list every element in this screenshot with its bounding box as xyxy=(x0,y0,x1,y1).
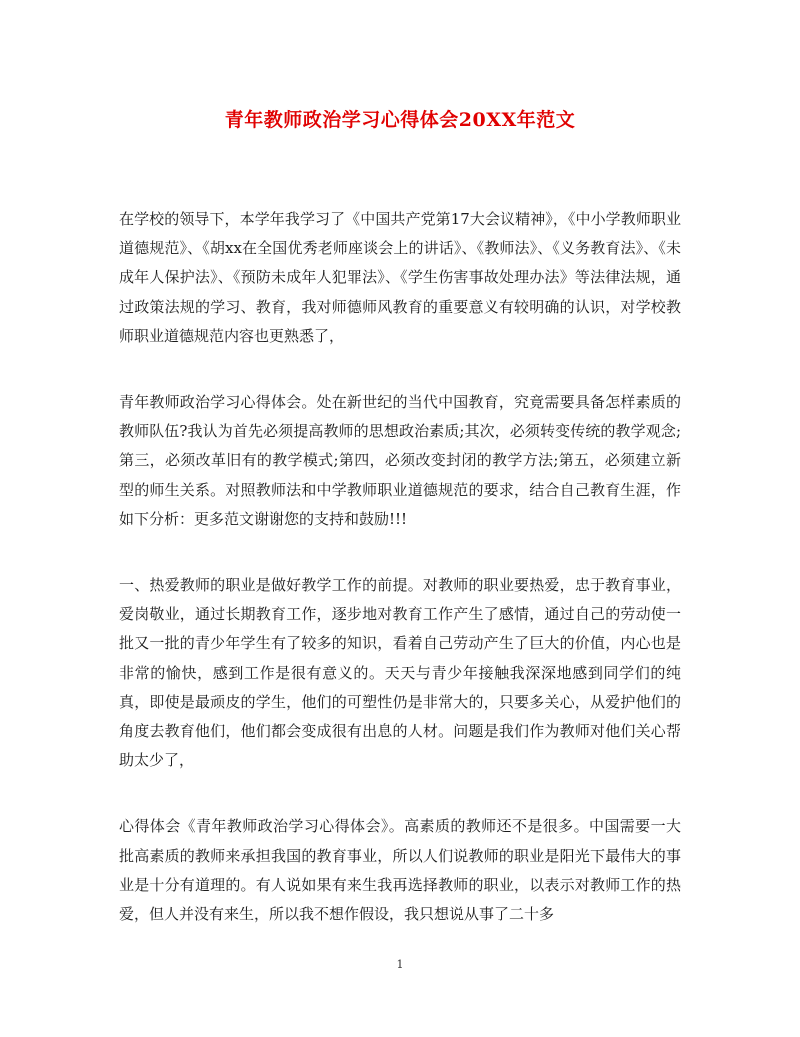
document-body xyxy=(119,205,681,966)
paragraph-3: 一、热爱教师的职业是做好教学工作的前提。对教师的职业要热爱，忠于教育事业，爱岗敬业，通过长期教育工作，逐步地对教育工作产生了感情，通过自己的劳动使一批又一批的青少年学生有了较多的知识，看着自己劳动产生了巨大的价值，内心也是非常的愉快，感到工作是很有意义的。天天与青少年接触我深深地感到同学们的纯真，即使是最顽皮的学生，他们的可塑性仍是非常大的，只要多关心，从爱护他们的角度去教育他们，他们都会变成很有出息的人材。问题是我们作为教师对他们关心帮助太少了， xyxy=(119,576,681,770)
paragraph-2: 青年教师政治学习心得体会。处在新世纪的当代中国教育，究竟需要具备怎样素质的教师队伍?我认为首先必须提高教师的思想政治素质;其次，必须转变传统的教学观念;第三，必须改革旧有的教学模式;第四，必须改变封闭的教学方法;第五，必须建立新型的师生关系。对照教师法和中学教师职业道德规范的要求，结合自己教育生涯，作如下分析：更多范文谢谢您的支持和鼓励!!! xyxy=(119,393,681,528)
document-title: 青年教师政治学习心得体会20XX年范文 xyxy=(224,109,576,131)
paragraph-1: 在学校的领导下，本学年我学习了《中国共产党第17大会议精神》，《中小学教师职业道德规范》、《胡xx在全国优秀老师座谈会上的讲话》、《教师法》、《义务教育法》、《未成年人保护法》、《预防未成年人犯罪法》、《学生伤害事故处理办法》等法律法规，通过政策法规的学习、教育，我对师德师风教育的重要意义有较明确的认识，对学校教师职业道德规范内容也更熟悉了， xyxy=(119,210,681,345)
page-number: 1 xyxy=(396,958,404,971)
paragraph-4: 心得体会《青年教师政治学习心得体会》。高素质的教师还不是很多。中国需要一大批高素质的教师来承担我国的教育事业，所以人们说教师的职业是阳光下最伟大的事业是十分有道理的。有人说如果有来生我再选择教师的职业，以表示对教师工作的热爱，但人并没有来生，所以我不想作假设，我只想说从事了二十多 xyxy=(119,817,681,924)
